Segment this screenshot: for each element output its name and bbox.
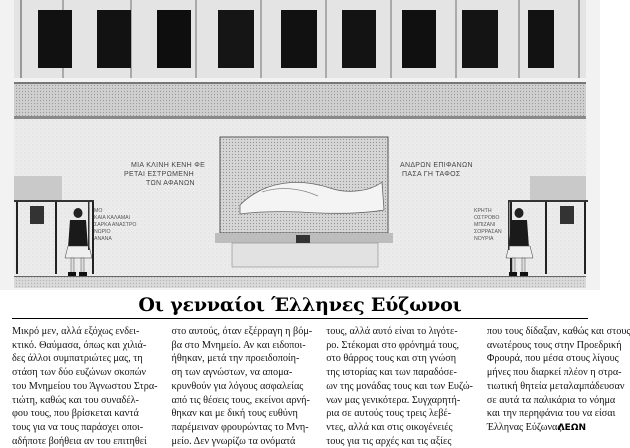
text-line: κτικό. Θαύμασα, όπως και χιλιά- [12,339,147,351]
text-line: ντες, αλλά και στις οικογένειές [326,421,453,433]
text-line: παρέμειναν φρουρώντας το Μνη- [171,421,309,433]
text-line: τιωτική θητεία μεταλαμπάδευσαν [486,380,625,392]
text-line: ση των αγνώστων, να απομα- [171,367,293,379]
plinth [215,233,393,267]
ground [14,276,586,288]
text-line: τους για να τους παράσχει οποι- [12,421,144,433]
window-opening [402,10,436,68]
window-opening [38,10,72,68]
plaque-line: ΜΟ [94,208,103,214]
text-line: που τους δίδαξαν, καθώς και στους [486,326,630,337]
text-line: στο θάρρος τους και στη γνώση [326,353,457,365]
text-line: φου τους, που βρίσκεται καντά [12,408,139,420]
text-line: τιώτη, καθώς και του συναδέλ- [12,394,139,406]
plaque-line: ΝΩΡΙΟ [94,229,111,235]
text-line: ήθηκαν, μετά την προειδοποίη- [171,353,300,365]
inscription-line: ΡΕΤΑΙ ΕΣΤΡΩΜΕΝΗ [124,171,194,178]
text-line: κρυνθούν για λόγους ασφαλείας [171,380,304,392]
text-line: τους για τις αρχές και τις αξίες [326,435,452,447]
article-column-3 [326,325,473,447]
text-line: μήνες που διαρκεί πλέον η στρα- [486,367,622,379]
plaque-line: ΝΟΥΡΙΑ [474,236,494,242]
inscription-line: ΠΑΣΑ ΓΗ ΤΑΦΟΣ [402,171,461,178]
article-column-1 [12,325,158,447]
plaque-line: ΣΑΡΚΑ ΑΝΑΣΤΡΟ [94,222,137,228]
text-line: ων της μονάδας τους και των Ευζώ- [326,380,473,392]
plaque-line: ΚΑΙΑ ΚΑΛΑΜΑΙ [94,215,131,221]
article-column-4 [487,325,630,439]
text-line: στάση των δύο ευζώνων σκοπών [12,367,147,379]
text-line: και την περηφάνια του να είσαι [486,408,616,420]
window-opening [342,10,376,68]
colonnade [14,0,586,78]
cornice [14,82,586,119]
text-line: τους, αλλά αυτό είναι το λιγότε- [326,326,458,337]
text-line: του Μνημείου του Άγνωστου Στρα- [12,380,158,392]
inscription-line: ΤΩΝ ΑΦΑΝΩΝ [146,180,195,187]
text-line: βα στο Μνημείο. Αν και ειδοποι- [171,339,306,351]
text-line: της ιστορίας και των παραδόσε- [326,367,457,379]
sentry-box-window [560,206,574,224]
text-line: από τις θέσεις τους, εκείνοι αρνή- [171,394,310,406]
window-opening [281,10,317,68]
text-line: μείο. Δεν γνωρίζω τα ονόματά [171,435,296,447]
article-column-2 [171,325,313,447]
text-line: Φρουρά, που μέσα στους λίγους [486,353,619,365]
window-opening [528,10,554,68]
text-line: ανωτέρους τους στην Προεδρική [486,339,622,351]
text-line: στο αυτούς, όταν εξέρραγη η βόμ- [171,326,313,337]
text-line: Έλληνας Εύζωνας. [486,421,564,433]
text-line: θηκαν και με δική τους ευθύνη [171,408,298,420]
plaque-line: ΜΠΙΖΑΝΙ [474,222,496,228]
window-opening [97,10,131,68]
plaque-line: ΚΡΗΤΗ [474,208,492,214]
plaque-line: ΟΣΤΡΟΒΟ [474,215,500,221]
window-opening [218,10,254,68]
plaque-line: ΑΝΑΝΑ [94,236,112,242]
headline: Οι γενναίοι Έλληνες Εύζωνοι [138,294,462,316]
article-body [12,325,630,447]
byline: ΛΕΩΝ [557,423,586,433]
text-line: δες άλλοι συμπατριώτες μας, τη [12,353,143,365]
text-line: Μικρό μεν, αλλά εξόχως ενδει- [12,326,140,337]
text-line: σε αυτά τα παλικάρια το νόημα [486,394,616,406]
text-line: ρο. Στέκομαι στο φρόνημά τους, [326,339,460,351]
relief-panel [220,137,388,233]
headline-rule [12,318,588,319]
sentry-box-window [30,206,44,224]
text-line: αδήποτε βοήθεια αν του επιτηθεί [12,435,147,447]
inscription-line: ΑΝΔΡΩΝ ΕΠΙΦΑΝΩΝ [400,162,473,169]
plaque-line: ΣΟΡΡΑΣΑΝ [474,229,502,235]
inscription-line: ΜΙΑ ΚΛΙΝΗ ΚΕΝΗ ΦΕ [131,162,206,169]
wreath-plate [296,235,310,243]
window-opening [462,10,498,68]
text-line: νων μας γενικότερα. Συγχαρητή- [326,394,461,406]
text-line: ρια σε αυτούς τους τρεις λεβέ- [326,408,452,420]
window-opening [157,10,191,68]
